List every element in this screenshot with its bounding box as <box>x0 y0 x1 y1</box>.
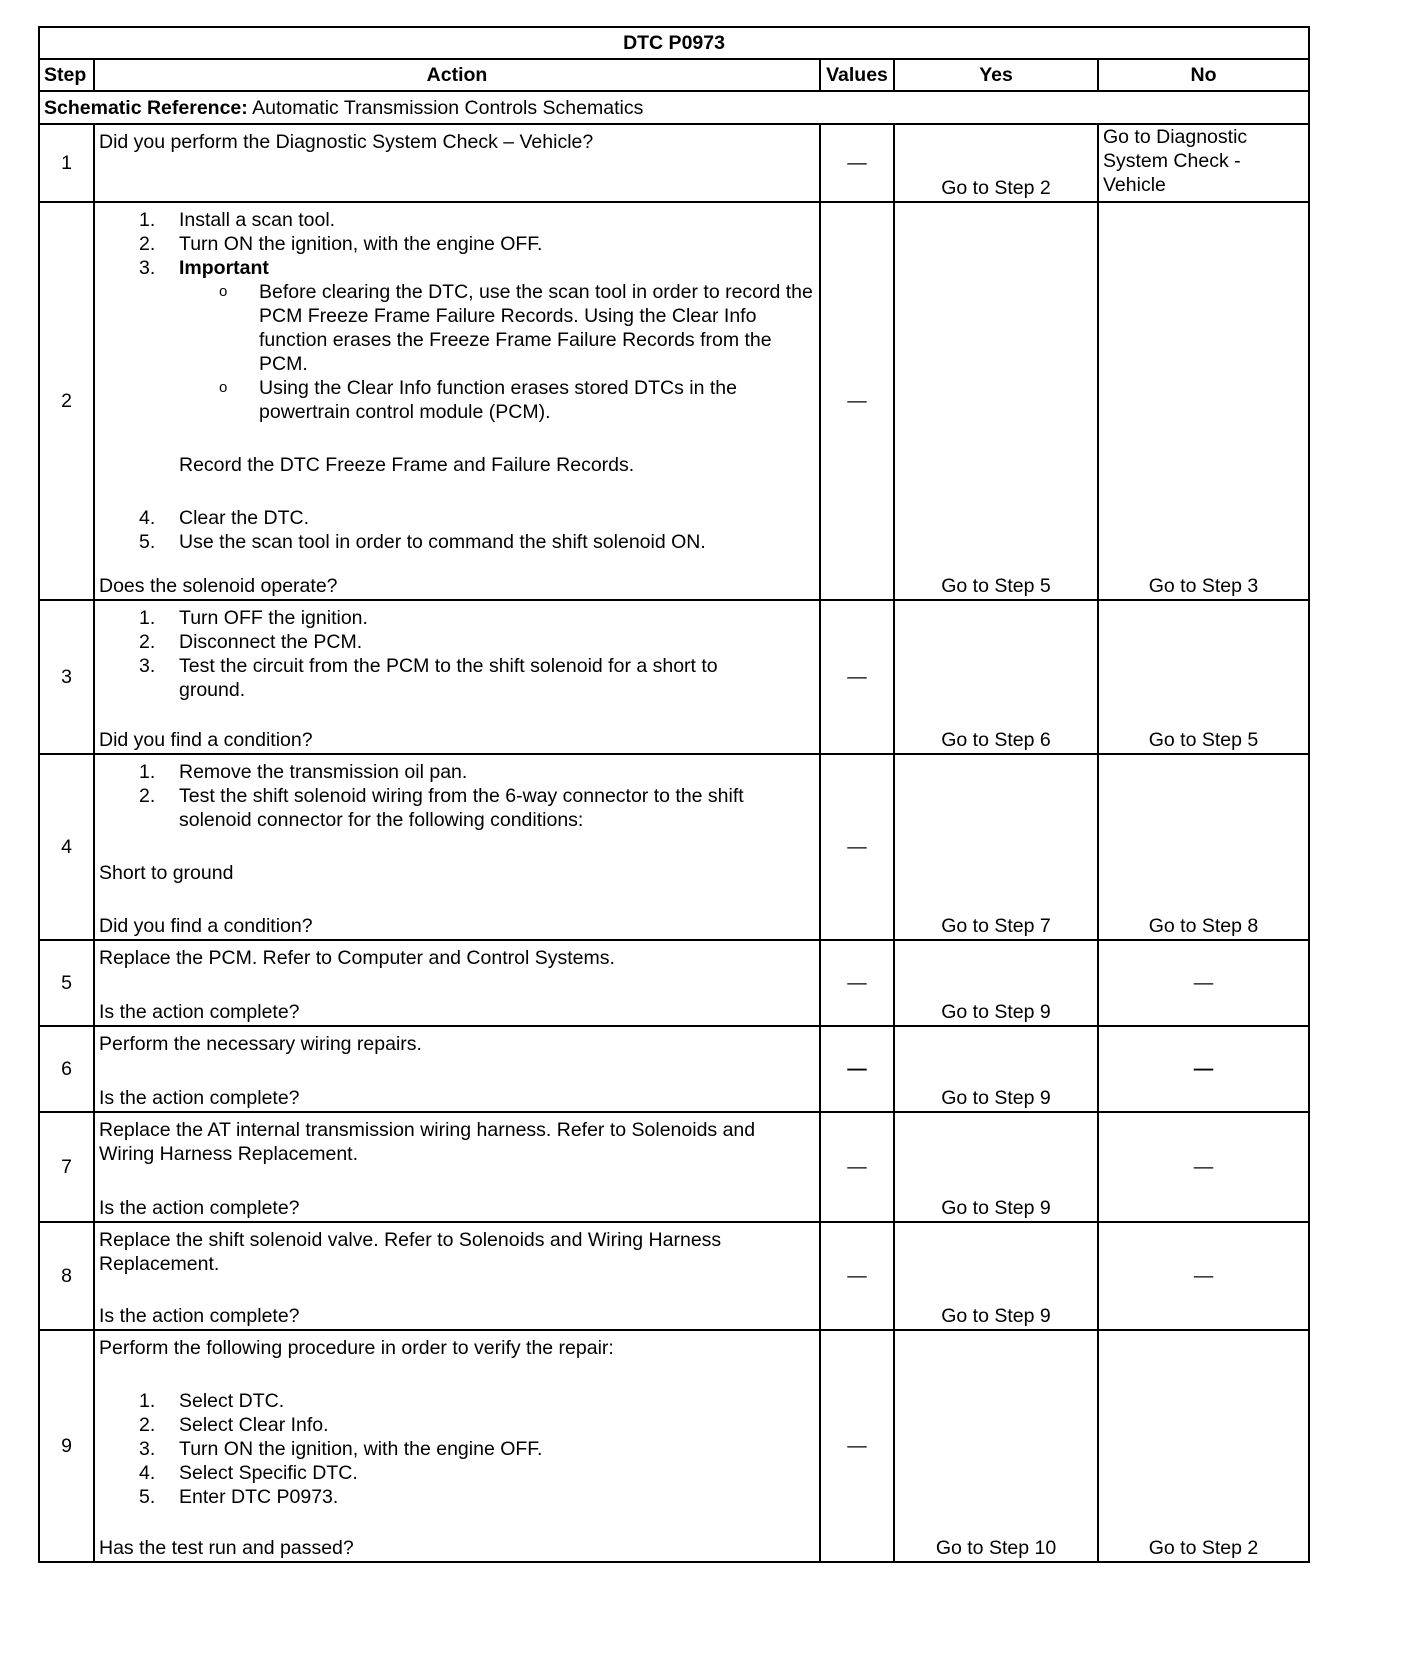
action-cell <box>94 600 820 754</box>
step-number: 4 <box>39 754 94 940</box>
action-text: Perform the following procedure in order to verify the repair: <box>99 1337 614 1359</box>
step-number: 2 <box>39 202 94 600</box>
values-cell: — <box>820 1222 894 1330</box>
header-yes: Yes <box>894 59 1098 91</box>
question-text: Does the solenoid operate? <box>99 575 338 597</box>
header-no: No <box>1098 59 1309 91</box>
table-row <box>39 1330 1309 1562</box>
step-number: 8 <box>39 1222 94 1330</box>
step-number: 5 <box>39 940 94 1026</box>
action-cell <box>94 1330 820 1562</box>
note-text: Record the DTC Freeze Frame and Failure Records. <box>179 454 635 476</box>
bullet-item: o Using the Clear Info function erases stored DTCs in the powertrain control module (PCM). <box>219 377 737 423</box>
values-cell: — <box>820 1330 894 1562</box>
yes-link[interactable]: Go to Step 9 <box>894 940 1098 1026</box>
step-number: 3 <box>39 600 94 754</box>
action-text: Replace the AT internal transmission wiring harness. Refer to Solenoids and Wiring Harness Replacement. <box>99 1119 756 1165</box>
action-cell <box>94 1112 820 1222</box>
no-link[interactable]: Go to Step 3 <box>1098 202 1309 600</box>
list-item: 2. Select Clear Info. <box>139 1414 329 1436</box>
schematic-label: Schematic Reference: <box>44 96 248 119</box>
list-item: 3. Important o Before clearing the DTC, use the scan tool in order to record the PCM Freeze Frame Failure Records. Using the Clear Info function erases the Freeze Frame Failure Records from the PCM. o Using the Clear Info function erases stored DTCs in the powertrain control module (PCM). <box>99 256 815 424</box>
header-action: Action <box>94 59 820 91</box>
yes-link[interactable]: Go to Step 10 <box>894 1330 1098 1562</box>
list-item: 3. Test the circuit from the PCM to the shift solenoid for a short to ground. <box>139 655 718 701</box>
question-text: Did you find a condition? <box>99 915 313 937</box>
table-row <box>39 202 1309 600</box>
action-text: Perform the necessary wiring repairs. <box>99 1033 422 1055</box>
values-cell: — <box>820 600 894 754</box>
list-item: 1. Turn OFF the ignition. <box>139 607 368 629</box>
yes-link[interactable]: Go to Step 2 <box>894 124 1098 202</box>
note-text: Short to ground <box>99 862 234 884</box>
bullet-item: o Before clearing the DTC, use the scan tool in order to record the PCM Freeze Frame Failure Records. Using the Clear Info function erases the Freeze Frame Failure Records from the PCM. <box>219 281 813 375</box>
action-text: Did you perform the Diagnostic System Check – Vehicle? <box>99 131 594 153</box>
values-cell: — <box>820 202 894 600</box>
question-text: Has the test run and passed? <box>99 1537 354 1559</box>
table-row <box>39 1026 1309 1112</box>
no-link[interactable]: Go to Step 2 <box>1098 1330 1309 1562</box>
step-number: 1 <box>39 124 94 202</box>
values-cell: — <box>820 1026 894 1112</box>
list-item: 1. Remove the transmission oil pan. <box>139 761 468 783</box>
table-row <box>39 600 1309 754</box>
schematic-text: Automatic Transmission Controls Schematics <box>252 96 644 119</box>
action-cell <box>94 124 820 202</box>
action-text: Replace the shift solenoid valve. Refer to Solenoids and Wiring Harness Replacement. <box>99 1229 722 1275</box>
table-row <box>39 1222 1309 1330</box>
list-item: 5. Use the scan tool in order to command the shift solenoid ON. <box>139 531 706 553</box>
action-cell <box>94 754 820 940</box>
no-link[interactable]: Go to Step 5 <box>1098 600 1309 754</box>
yes-link[interactable]: Go to Step 9 <box>894 1026 1098 1112</box>
values-cell: — <box>820 940 894 1026</box>
no-cell: — <box>1098 1112 1309 1222</box>
table-row <box>39 1112 1309 1222</box>
table-row <box>39 940 1309 1026</box>
table-row <box>39 124 1309 202</box>
step-number: 9 <box>39 1330 94 1562</box>
list-item: 2. Test the shift solenoid wiring from the 6-way connector to the shift solenoid connector for the following conditions: <box>139 785 744 831</box>
action-cell <box>94 202 820 600</box>
yes-link[interactable]: Go to Step 7 <box>894 754 1098 940</box>
yes-link[interactable]: Go to Step 9 <box>894 1222 1098 1330</box>
list-item: 1. Select DTC. <box>139 1390 285 1412</box>
question-text: Is the action complete? <box>99 1197 300 1219</box>
list-item: 2. Turn ON the ignition, with the engine OFF. <box>139 233 543 255</box>
values-cell: — <box>820 754 894 940</box>
list-item: 1. Install a scan tool. <box>139 209 336 231</box>
no-link[interactable]: Go to Diagnostic System Check - Vehicle <box>1098 124 1309 202</box>
yes-link[interactable]: Go to Step 6 <box>894 600 1098 754</box>
question-text: Is the action complete? <box>99 1087 300 1109</box>
step-number: 6 <box>39 1026 94 1112</box>
header-values: Values <box>820 59 894 91</box>
question-text: Is the action complete? <box>99 1001 300 1023</box>
list-item: 2. Disconnect the PCM. <box>139 631 363 653</box>
header-step: Step <box>39 59 94 91</box>
list-item: 5. Enter DTC P0973. <box>139 1486 339 1508</box>
no-cell: — <box>1098 1222 1309 1330</box>
action-cell <box>94 1222 820 1330</box>
step-number: 7 <box>39 1112 94 1222</box>
schematic-reference <box>39 91 1309 124</box>
question-text: Is the action complete? <box>99 1305 300 1327</box>
no-cell: — <box>1098 940 1309 1026</box>
yes-link[interactable]: Go to Step 5 <box>894 202 1098 600</box>
no-cell: — <box>1098 1026 1309 1112</box>
question-text: Did you find a condition? <box>99 729 313 751</box>
yes-link[interactable]: Go to Step 9 <box>894 1112 1098 1222</box>
dtc-table-wrapper <box>38 26 1308 1563</box>
action-cell <box>94 940 820 1026</box>
values-cell: — <box>820 124 894 202</box>
action-text: Replace the PCM. Refer to Computer and Control Systems. <box>99 947 615 969</box>
no-link[interactable]: Go to Step 8 <box>1098 754 1309 940</box>
table-row <box>39 754 1309 940</box>
table-title: DTC P0973 <box>39 27 1309 59</box>
action-cell <box>94 1026 820 1112</box>
list-item: 4. Clear the DTC. <box>139 507 310 529</box>
list-item: 3. Turn ON the ignition, with the engine OFF. <box>139 1438 543 1460</box>
list-item: 4. Select Specific DTC. <box>139 1462 358 1484</box>
values-cell: — <box>820 1112 894 1222</box>
dtc-table <box>38 26 1310 1563</box>
